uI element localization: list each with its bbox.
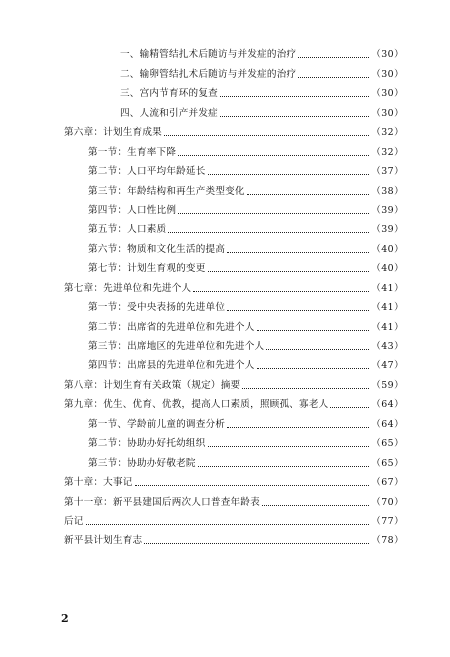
dot-leader bbox=[168, 232, 369, 233]
toc-entry bbox=[64, 294, 404, 313]
toc-entry-page: （38） bbox=[371, 185, 404, 197]
toc-entry-page: （65） bbox=[371, 438, 404, 450]
dot-leader bbox=[208, 446, 370, 447]
toc-entry-page: （77） bbox=[371, 515, 404, 527]
toc-entry-title: 第三节：协助办好敬老院 bbox=[88, 457, 196, 469]
dot-leader bbox=[227, 310, 369, 311]
toc-entry-title: 第二节：人口平均年龄延长 bbox=[88, 166, 206, 178]
toc-entry-page: （47） bbox=[371, 360, 404, 372]
toc-entry bbox=[64, 333, 404, 352]
toc-entry-title: 第十一章：新平县建国后两次人口普查年龄表 bbox=[64, 496, 260, 508]
dot-leader bbox=[227, 252, 369, 253]
dot-leader bbox=[193, 291, 369, 292]
dot-leader bbox=[220, 116, 369, 117]
dot-leader bbox=[242, 388, 369, 389]
dot-leader bbox=[135, 485, 370, 486]
toc-entry-title: 第九章：优生、优育、优教，提高人口素质，照顾孤、寡老人 bbox=[64, 399, 329, 411]
toc-entry bbox=[64, 158, 404, 177]
table-of-contents bbox=[64, 41, 404, 546]
toc-entry-title: 第二节：出席省的先进单位和先进个人 bbox=[88, 321, 255, 333]
dot-leader bbox=[220, 96, 369, 97]
toc-entry bbox=[64, 197, 404, 216]
toc-entry-title: 三、宫内节育环的复查 bbox=[120, 88, 218, 100]
dot-leader bbox=[198, 466, 370, 467]
toc-entry-page: （43） bbox=[371, 341, 404, 352]
toc-entry-title: 第七章：先进单位和先进个人 bbox=[64, 282, 192, 294]
dot-leader bbox=[227, 427, 369, 428]
toc-entry-page: （40） bbox=[371, 243, 404, 255]
toc-entry-page: （70） bbox=[371, 496, 404, 508]
toc-entry-page: （40） bbox=[371, 263, 404, 275]
toc-entry-title: 第三节：年龄结构和再生产类型变化 bbox=[88, 185, 245, 197]
toc-entry-title: 第四节：出席县的先进单位和先进个人 bbox=[88, 360, 255, 372]
toc-entry-title: 第八章：计划生育有关政策（规定）摘要 bbox=[64, 379, 241, 391]
toc-entry-title: 二、输卵管结扎术后随访与并发症的治疗 bbox=[120, 68, 297, 80]
toc-entry-page: （78） bbox=[371, 535, 404, 547]
toc-entry-page: （64） bbox=[371, 418, 404, 430]
toc-entry-title: 第六章：计划生育成果 bbox=[64, 127, 162, 139]
toc-entry bbox=[64, 352, 404, 371]
toc-entry-title: 第一节、学龄前儿童的调查分析 bbox=[88, 418, 226, 430]
toc-entry-title: 后记 bbox=[64, 515, 84, 527]
dot-leader bbox=[178, 155, 369, 156]
toc-entry-title: 第二节：协助办好托幼组织 bbox=[88, 438, 206, 450]
toc-entry-page: （30） bbox=[371, 68, 404, 80]
toc-entry bbox=[64, 508, 404, 527]
toc-entry bbox=[64, 80, 404, 99]
dot-leader bbox=[298, 77, 369, 78]
toc-entry bbox=[64, 469, 404, 488]
toc-entry-title: 第六节：物质和文化生活的提高 bbox=[88, 243, 226, 255]
toc-entry-page: （41） bbox=[371, 302, 404, 314]
toc-entry bbox=[64, 449, 404, 468]
toc-entry bbox=[64, 60, 404, 79]
toc-entry-title: 第七节：计划生育观的变更 bbox=[88, 263, 206, 275]
dot-leader bbox=[247, 194, 370, 195]
toc-entry-page: （37） bbox=[371, 166, 404, 178]
toc-entry-page: （30） bbox=[371, 49, 404, 61]
toc-entry-title: 第四节：人口性比例 bbox=[88, 204, 177, 216]
page-number: 2 bbox=[61, 612, 69, 625]
toc-entry-title: 一、输精管结扎术后随访与并发症的治疗 bbox=[120, 49, 297, 61]
dot-leader bbox=[86, 524, 370, 525]
toc-entry bbox=[64, 391, 404, 410]
toc-entry-page: （67） bbox=[371, 477, 404, 489]
toc-entry bbox=[64, 41, 404, 60]
toc-entry-page: （59） bbox=[371, 379, 404, 391]
toc-entry bbox=[64, 138, 404, 157]
toc-entry bbox=[64, 177, 404, 196]
dot-leader bbox=[164, 135, 369, 136]
dot-leader bbox=[208, 174, 370, 175]
toc-entry-title: 第三节：出席地区的先进单位和先进个人 bbox=[88, 341, 265, 352]
toc-entry-page: （30） bbox=[371, 107, 404, 119]
toc-entry-page: （64） bbox=[371, 399, 404, 411]
toc-entry-title: 新平县计划生育志 bbox=[64, 535, 143, 547]
toc-entry bbox=[64, 99, 404, 118]
dot-leader bbox=[298, 57, 369, 58]
toc-entry bbox=[64, 527, 404, 546]
toc-entry bbox=[64, 430, 404, 449]
dot-leader bbox=[266, 349, 369, 350]
toc-entry bbox=[64, 410, 404, 429]
toc-entry-page: （32） bbox=[371, 127, 404, 139]
dot-leader bbox=[208, 271, 370, 272]
toc-entry-title: 第十章：大事记 bbox=[64, 477, 133, 489]
toc-entry bbox=[64, 274, 404, 293]
toc-entry bbox=[64, 371, 404, 390]
toc-entry bbox=[64, 216, 404, 235]
toc-entry-page: （39） bbox=[371, 224, 404, 236]
toc-entry-page: （39） bbox=[371, 204, 404, 216]
dot-leader bbox=[257, 368, 370, 369]
toc-entry bbox=[64, 255, 404, 274]
toc-entry-title: 第一节：生育率下降 bbox=[88, 146, 177, 158]
toc-entry-page: （30） bbox=[371, 88, 404, 100]
dot-leader bbox=[178, 213, 369, 214]
toc-entry bbox=[64, 313, 404, 332]
toc-entry-page: （41） bbox=[371, 321, 404, 333]
toc-entry bbox=[64, 488, 404, 507]
toc-entry bbox=[64, 119, 404, 138]
toc-entry-page: （65） bbox=[371, 457, 404, 469]
toc-entry-page: （32） bbox=[371, 146, 404, 158]
dot-leader bbox=[144, 543, 369, 544]
toc-entry-title: 第五节：人口素质 bbox=[88, 224, 167, 236]
toc-entry bbox=[64, 235, 404, 254]
toc-entry-title: 第一节：受中央表扬的先进单位 bbox=[88, 302, 226, 314]
dot-leader bbox=[262, 505, 369, 506]
dot-leader bbox=[257, 330, 370, 331]
toc-entry-title: 四、人流和引产并发症 bbox=[120, 107, 218, 119]
toc-entry-page: （41） bbox=[371, 282, 404, 294]
dot-leader bbox=[330, 407, 369, 408]
